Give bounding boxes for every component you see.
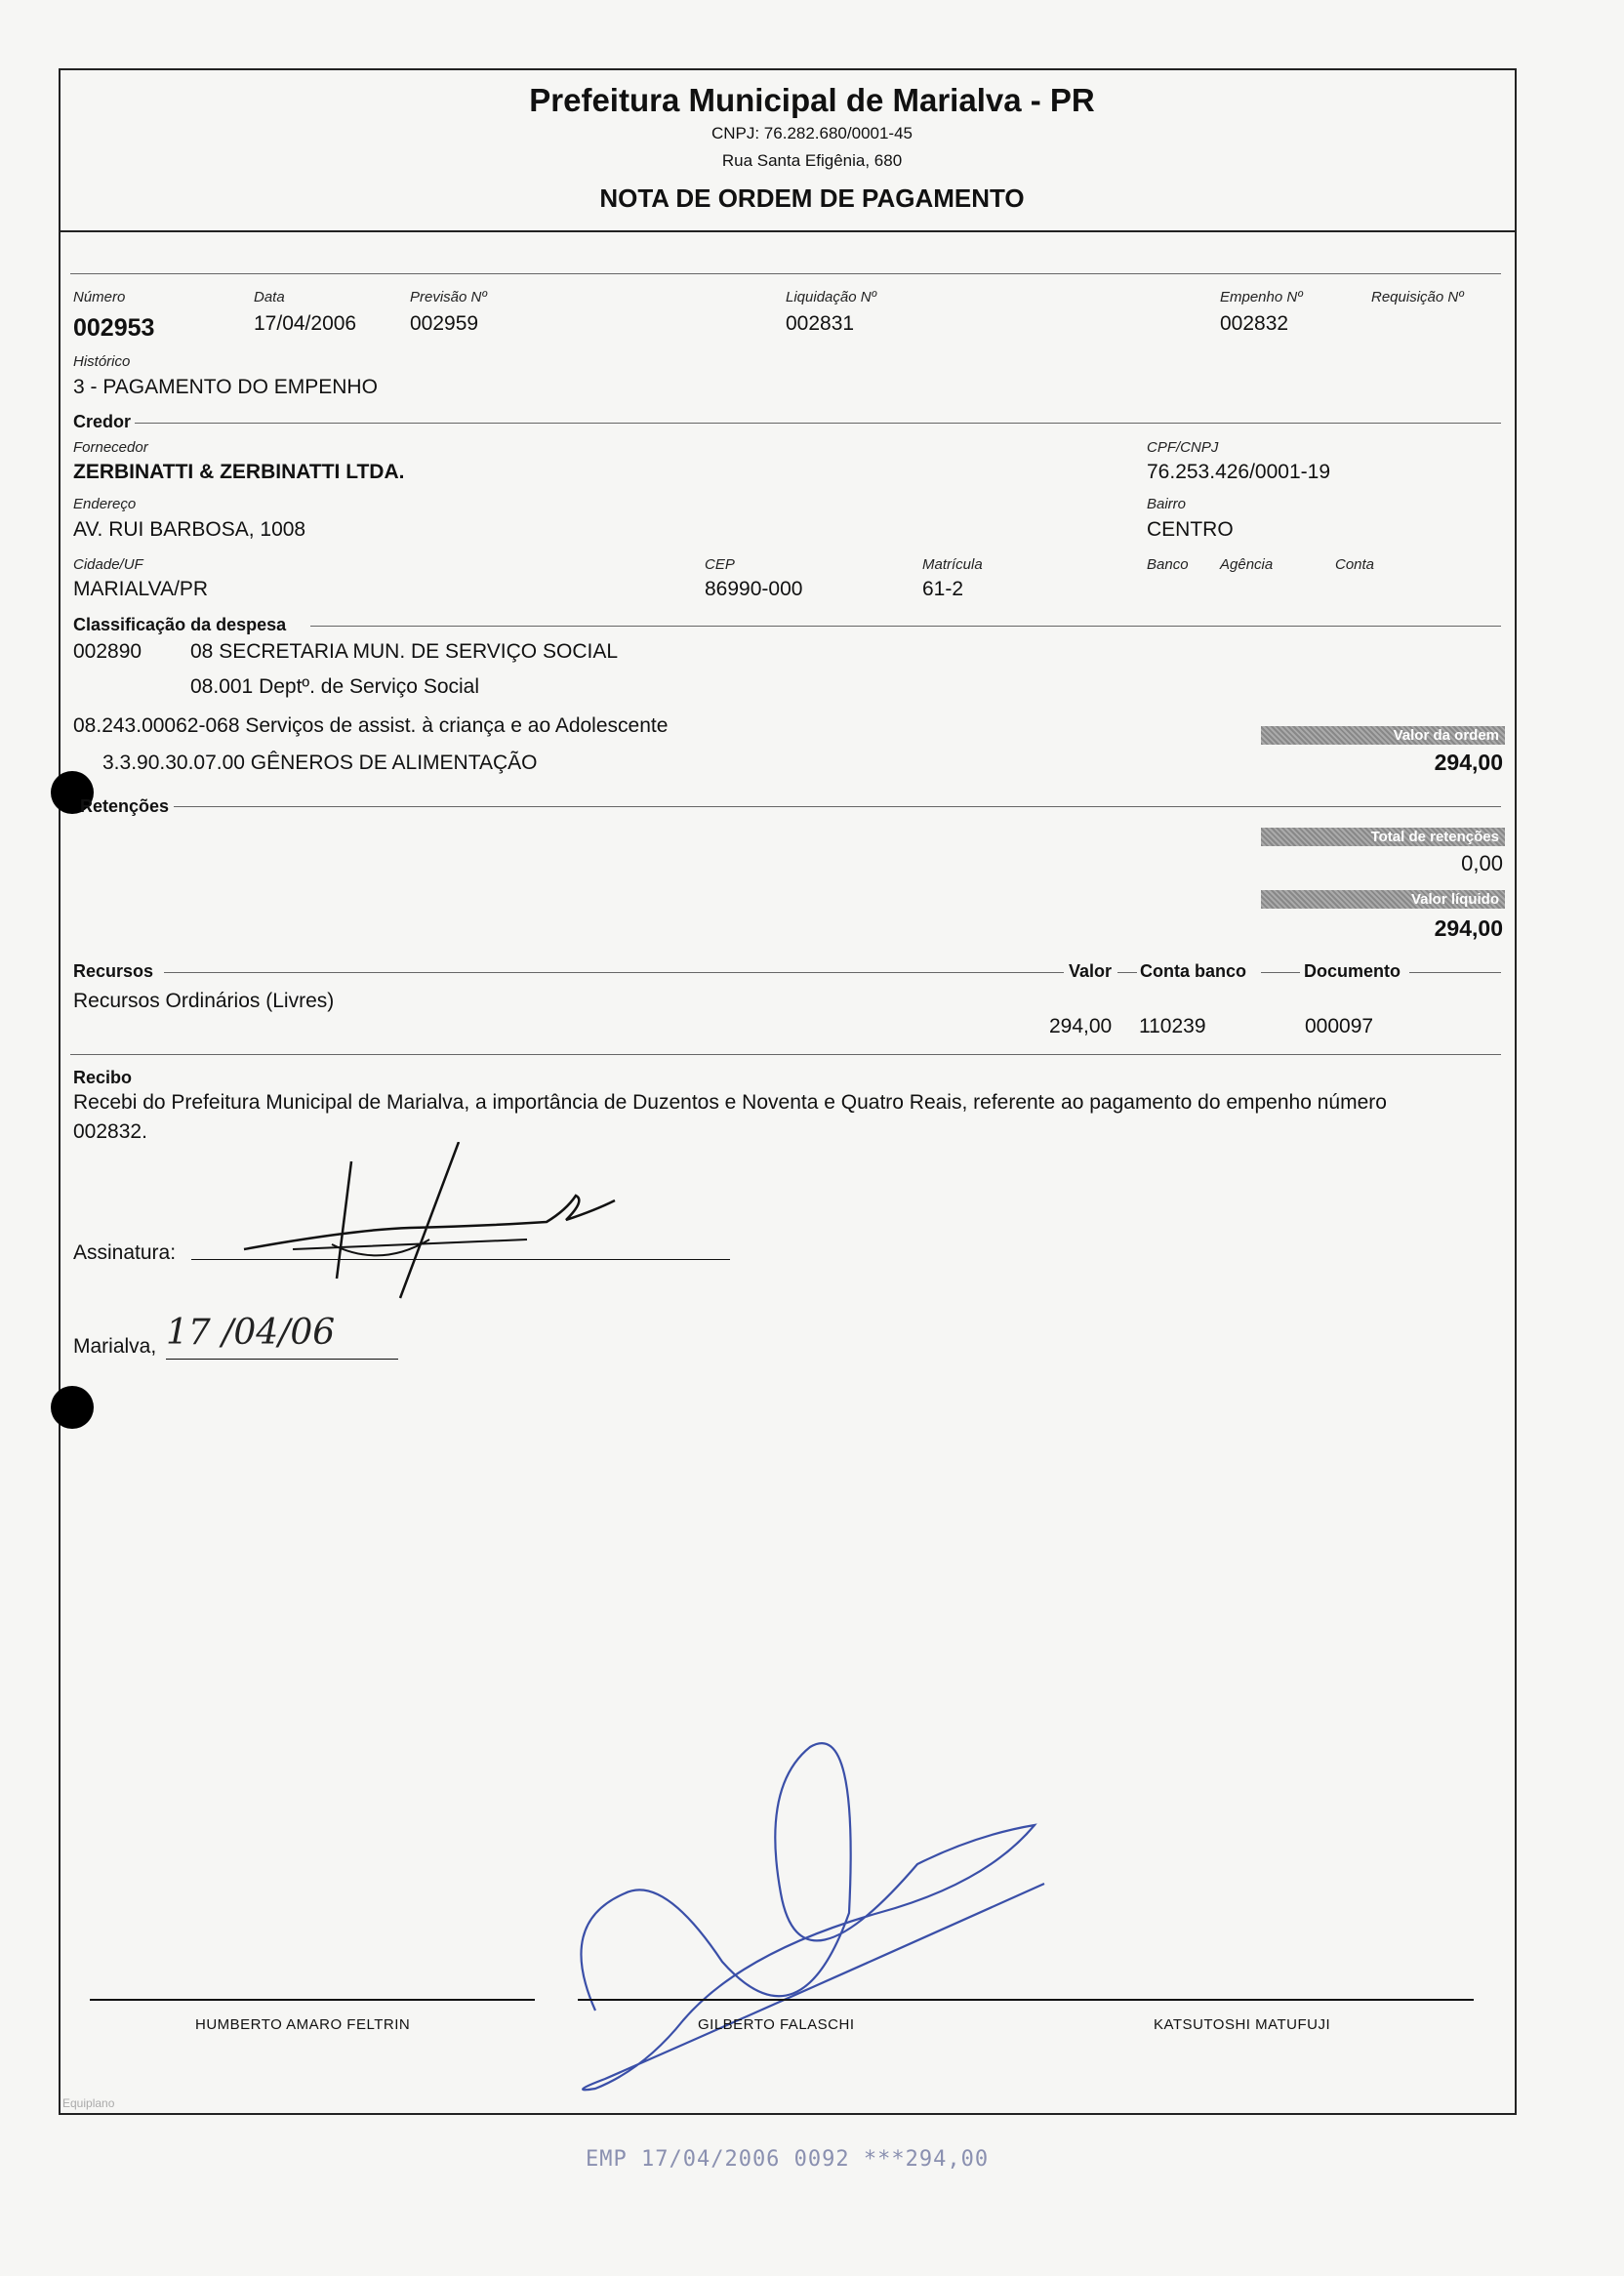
signatory-3: KATSUTOSHI MATUFUJI <box>1154 2016 1331 2033</box>
header-separator <box>59 230 1517 232</box>
classificacao-line2: 08.001 Deptº. de Serviço Social <box>190 675 480 698</box>
valor-liquido-value: 294,00 <box>1434 915 1503 941</box>
numero-label: Número <box>73 289 126 305</box>
recursos-valor-header: Valor <box>1069 961 1113 981</box>
valor-liquido-label: Valor líquido <box>1261 890 1505 909</box>
assinatura-label: Assinatura: <box>73 1241 177 1264</box>
valor-ordem-label: Valor da ordem <box>1261 726 1505 745</box>
recursos-sep2 <box>1261 972 1300 973</box>
classificacao-code: 002890 <box>73 640 142 663</box>
signature-drawing <box>234 1142 664 1318</box>
classificacao-line1: 08 SECRETARIA MUN. DE SERVIÇO SOCIAL <box>190 640 619 663</box>
requisicao-label: Requisição Nº <box>1371 289 1464 305</box>
recursos-doc-header: Documento <box>1304 961 1401 981</box>
signatory-2: GILBERTO FALASCHI <box>698 2016 855 2033</box>
fornecedor-value: ZERBINATTI & ZERBINATTI LTDA. <box>73 461 405 483</box>
handwritten-date: 17 /04/06 <box>166 1313 336 1353</box>
org-cnpj: CNPJ: 76.282.680/0001-45 <box>710 124 914 142</box>
endereco-label: Endereço <box>73 496 137 512</box>
classificacao-line4: 3.3.90.30.07.00 GÊNEROS DE ALIMENTAÇÃO <box>102 752 538 774</box>
recibo-text-line1: Recebi do Prefeitura Municipal de Marialva, a importância de Duzentos e Noventa e Quatro Reais, referente ao pagamento do empenho número <box>73 1091 1387 1114</box>
retencoes-line <box>174 806 1501 807</box>
recibo-text-line2: 002832. <box>73 1120 147 1143</box>
cidade-value: MARIALVA/PR <box>73 578 209 600</box>
org-address: Rua Santa Efigênia, 680 <box>721 151 903 170</box>
retencoes-value: 0,00 <box>1461 851 1503 875</box>
liquidacao-label: Liquidação Nº <box>786 289 877 305</box>
previsao-value: 002959 <box>410 312 479 335</box>
recursos-sep1 <box>1117 972 1137 973</box>
org-title: Prefeitura Municipal de Marialva - PR <box>529 82 1095 118</box>
punch-hole-2 <box>51 1386 94 1429</box>
footer-brand: Equiplano <box>62 2096 115 2110</box>
retencoes-section: Retenções <box>80 796 170 816</box>
historico-value: 3 - PAGAMENTO DO EMPENHO <box>73 376 378 398</box>
valor-ordem-value: 294,00 <box>1434 750 1503 775</box>
blue-signature <box>566 1727 1074 2108</box>
liquidacao-value: 002831 <box>786 312 855 335</box>
signature-line-1 <box>90 1999 535 2001</box>
recursos-bottom-line <box>70 1054 1501 1055</box>
ids-top-line <box>70 273 1501 274</box>
agencia-label: Agência <box>1220 556 1274 573</box>
recursos-conta-header: Conta banco <box>1140 961 1247 981</box>
date-line <box>166 1359 398 1360</box>
recursos-line <box>164 972 1064 973</box>
recibo-section: Recibo <box>73 1068 133 1087</box>
numero-value: 002953 <box>73 314 155 342</box>
cpf-label: CPF/CNPJ <box>1147 439 1219 456</box>
recursos-desc: Recursos Ordinários (Livres) <box>73 990 335 1012</box>
bairro-label: Bairro <box>1147 496 1187 512</box>
cep-label: CEP <box>705 556 735 573</box>
recursos-section: Recursos <box>73 961 154 981</box>
recursos-valor: 294,00 <box>1049 1015 1113 1037</box>
credor-section: Credor <box>73 412 132 431</box>
empenho-label: Empenho Nº <box>1220 289 1303 305</box>
signature-line-3 <box>1025 1999 1474 2001</box>
recursos-sep3 <box>1409 972 1501 973</box>
banco-label: Banco <box>1147 556 1189 573</box>
data-value: 17/04/2006 <box>254 312 357 335</box>
cidade-label: Cidade/UF <box>73 556 143 573</box>
fornecedor-label: Fornecedor <box>73 439 148 456</box>
classificacao-line3: 08.243.00062-068 Serviços de assist. à criança e ao Adolescente <box>73 714 669 737</box>
conta-label: Conta <box>1335 556 1375 573</box>
recursos-documento: 000097 <box>1305 1015 1374 1037</box>
matricula-value: 61-2 <box>922 578 964 600</box>
credor-line <box>135 423 1501 424</box>
retencoes-label: Total de retenções <box>1261 828 1505 846</box>
signatory-1: HUMBERTO AMARO FELTRIN <box>195 2016 411 2033</box>
previsao-label: Previsão Nº <box>410 289 487 305</box>
endereco-value: AV. RUI BARBOSA, 1008 <box>73 518 306 541</box>
cpf-value: 76.253.426/0001-19 <box>1147 461 1331 483</box>
bairro-value: CENTRO <box>1147 518 1234 541</box>
local-label: Marialva, <box>73 1335 157 1358</box>
document-title: NOTA DE ORDEM DE PAGAMENTO <box>599 183 1025 213</box>
classificacao-line <box>310 626 1501 627</box>
recursos-conta: 110239 <box>1139 1015 1206 1037</box>
bank-stamp: EMP 17/04/2006 0092 ***294,00 <box>586 2147 990 2172</box>
classificacao-section: Classificação da despesa <box>73 615 287 634</box>
cep-value: 86990-000 <box>705 578 803 600</box>
empenho-value: 002832 <box>1220 312 1289 335</box>
historico-label: Histórico <box>73 353 131 370</box>
matricula-label: Matrícula <box>922 556 983 573</box>
signature-line-2 <box>578 1999 1025 2001</box>
data-label: Data <box>254 289 285 305</box>
